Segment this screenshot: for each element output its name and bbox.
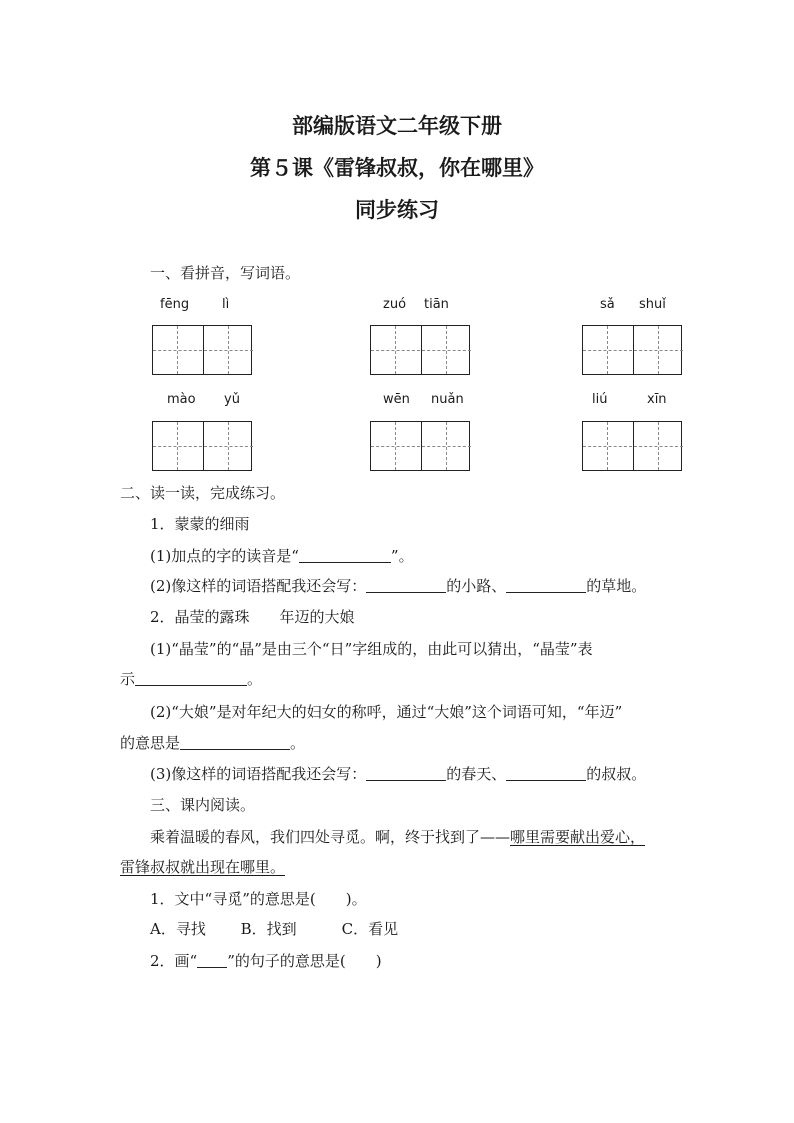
q2-1-line-2: 示 。 [120,670,263,688]
title-line-3: 同步练习 [355,197,439,222]
writing-grid[interactable] [370,325,470,375]
answer-blank[interactable] [506,764,586,781]
writing-grid[interactable] [370,421,470,471]
writing-grid[interactable] [582,325,682,375]
pinyin-3a: sǎ [600,297,615,312]
underline-sample [197,951,227,968]
section3-heading: 三、课内阅读。 [150,796,256,814]
q1-1: (1)加点的字的读音是“ ”。 [150,547,414,565]
pinyin-4a: mào [167,392,196,407]
answer-blank[interactable] [366,576,446,593]
answer-blank[interactable] [506,576,586,593]
q2-2-line-1: (2)“大娘”是对年纪大的妇女的称呼，通过“大娘”这个词语可知，“年迈” [150,703,623,721]
pinyin-5b: nuǎn [431,392,464,407]
q2-2-line-2: 的意思是 。 [120,734,306,752]
q2-3: (3)像这样的词语搭配我还会写： 的春天、 的叔叔。 [150,765,647,783]
title-line-2: 第５课《雷锋叔叔，你在哪里》 [250,155,544,180]
underlined-sentence: 哪里需要献出爱心， [510,828,646,846]
writing-grid[interactable] [582,421,682,471]
answer-blank[interactable] [366,764,446,781]
pinyin-4b: yǔ [224,392,240,407]
s3-q1: 1．文中“寻觅”的意思是( )。 [150,890,367,908]
s3-q2: 2．画“ ”的句子的意思是( ) [150,952,382,970]
underlined-sentence: 雷锋叔叔就出现在哪里。 [120,858,286,876]
pinyin-2a: zuó [383,297,407,312]
answer-blank[interactable] [135,669,247,686]
s3-q1-options: A．寻找 B．找到 C．看见 [150,920,399,938]
writing-grid[interactable] [152,421,252,471]
answer-blank[interactable] [299,546,391,563]
q1-title: 1．蒙蒙的细雨 [150,515,250,533]
pinyin-1b: lì [222,297,230,312]
q2-1-line-1: (1)“晶莹”的“晶”是由三个“日”字组成的，由此可以猜出，“晶莹”表 [150,640,593,658]
passage-line-2 [120,857,285,877]
passage-line-1: 乘着温暖的春风，我们四处寻觅。啊，终于找到了——哪里需要献出爱心， [150,828,646,846]
writing-grid[interactable] [152,325,252,375]
q1-2: (2)像这样的词语搭配我还会写： 的小路、 的草地。 [150,577,647,595]
pinyin-1a: fēng [160,297,190,312]
pinyin-3b: shuǐ [639,297,666,312]
answer-blank[interactable] [180,733,290,750]
section2-heading: 二、读一读，完成练习。 [120,484,286,502]
pinyin-2b: tiān [424,297,449,312]
q2-title: 2．晶莹的露珠 年迈的大娘 [150,608,355,626]
title-line-1: 部编版语文二年级下册 [292,113,502,138]
pinyin-5a: wēn [383,392,410,407]
section1-heading: 一、看拼音，写词语。 [150,264,301,282]
pinyin-6b: xīn [647,392,667,407]
pinyin-6a: liú [592,392,608,407]
